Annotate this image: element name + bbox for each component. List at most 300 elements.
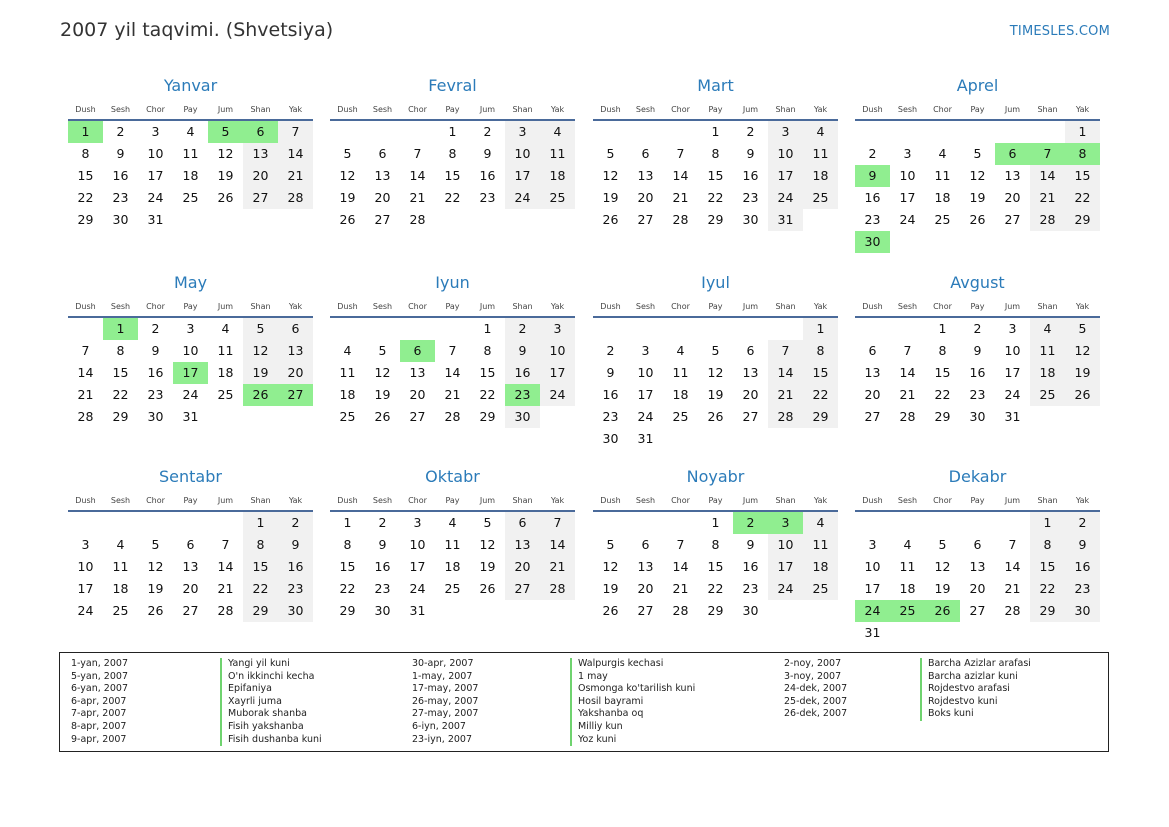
weekday-header xyxy=(330,101,575,121)
weekday-label: Chor xyxy=(933,302,952,311)
day-cell: 1 xyxy=(938,321,947,336)
day-cell: 4 xyxy=(540,121,575,143)
holiday-date: 3-noy, 2007 xyxy=(784,670,842,682)
month-title: Yanvar xyxy=(163,76,218,95)
empty-cell xyxy=(855,121,890,143)
day-cell: 10 xyxy=(768,534,803,556)
day-cell: 4 xyxy=(1030,318,1065,340)
weekday-label: Sesh xyxy=(372,105,393,114)
weekday-label: Chor xyxy=(671,105,690,114)
empty-cell xyxy=(663,121,698,143)
holiday-date: 6-iyn, 2007 xyxy=(412,720,466,732)
weekday-label: Pay xyxy=(445,105,460,114)
weekday-label: Pay xyxy=(970,496,985,505)
day-cell: 6 xyxy=(973,537,982,552)
holiday-name: Milliy kun xyxy=(570,721,695,734)
day-cell: 3 xyxy=(868,537,877,552)
weekday-label: Dush xyxy=(862,105,883,114)
day-cell: 4 xyxy=(186,124,195,139)
day-cell: 8 xyxy=(448,146,457,161)
day-cell: 26 xyxy=(1065,384,1100,406)
day-cell: 13 xyxy=(864,365,881,380)
weekday-label: Shan xyxy=(512,496,533,505)
holiday-day-cell: 23 xyxy=(505,384,540,406)
day-cell: 7 xyxy=(540,512,575,534)
month-avgust xyxy=(855,269,1100,428)
day-cell: 15 xyxy=(444,168,461,183)
holiday-name: Yoz kuni xyxy=(570,734,695,747)
holiday-name: Rojdestvo arafasi xyxy=(920,683,1031,696)
day-cell: 12 xyxy=(479,537,496,552)
day-cell: 28 xyxy=(278,187,313,209)
day-cell: 20 xyxy=(243,165,278,187)
empty-cell xyxy=(960,512,995,534)
day-cell: 27 xyxy=(637,603,654,618)
day-cell: 14 xyxy=(444,365,461,380)
weekday-header xyxy=(855,298,1100,318)
day-cell: 2 xyxy=(151,321,160,336)
day-cell: 7 xyxy=(413,146,422,161)
weekday-header xyxy=(593,492,838,512)
day-cell: 3 xyxy=(186,321,195,336)
weekday-label: Sesh xyxy=(635,105,656,114)
weekday-label: Chor xyxy=(671,302,690,311)
month-title: Mart xyxy=(697,76,734,95)
day-grid xyxy=(855,318,1100,428)
day-cell: 11 xyxy=(803,143,838,165)
month-title: Dekabr xyxy=(948,467,1007,486)
weekday-label: Pay xyxy=(708,302,723,311)
day-cell: 21 xyxy=(1004,581,1021,596)
day-cell: 17 xyxy=(864,581,881,596)
day-cell: 21 xyxy=(899,387,916,402)
day-cell: 23 xyxy=(742,190,759,205)
day-cell: 30 xyxy=(147,409,164,424)
day-cell: 8 xyxy=(243,534,278,556)
weekday-label: Yak xyxy=(1075,105,1090,114)
day-cell: 18 xyxy=(182,168,199,183)
day-cell: 8 xyxy=(1030,534,1065,556)
weekday-label: Sesh xyxy=(110,302,131,311)
day-cell: 28 xyxy=(409,212,426,227)
day-cell: 6 xyxy=(641,537,650,552)
day-cell: 27 xyxy=(374,212,391,227)
day-cell: 13 xyxy=(969,559,986,574)
weekday-header xyxy=(593,298,838,318)
day-cell: 19 xyxy=(243,362,278,384)
day-cell: 26 xyxy=(479,581,496,596)
day-cell: 22 xyxy=(934,387,951,402)
weekday-label: Shan xyxy=(775,105,796,114)
day-cell: 7 xyxy=(221,537,230,552)
weekday-label: Pay xyxy=(445,496,460,505)
day-cell: 31 xyxy=(864,625,881,640)
holiday-date: 5-yan, 2007 xyxy=(71,670,128,682)
holiday-day-cell: 6 xyxy=(995,143,1030,165)
weekday-label: Sesh xyxy=(897,496,918,505)
holiday-date: 1-yan, 2007 xyxy=(71,658,128,669)
day-cell: 12 xyxy=(602,559,619,574)
day-cell: 22 xyxy=(707,581,724,596)
day-cell: 29 xyxy=(339,603,356,618)
day-cell: 5 xyxy=(711,343,720,358)
weekday-label: Yak xyxy=(288,302,303,311)
day-grid xyxy=(330,512,575,622)
day-cell: 11 xyxy=(1030,340,1065,362)
day-cell: 24 xyxy=(1004,387,1021,402)
weekday-label: Shan xyxy=(250,105,271,114)
weekday-label: Pay xyxy=(708,496,723,505)
day-cell: 8 xyxy=(343,537,352,552)
day-cell: 2 xyxy=(116,124,125,139)
day-cell: 11 xyxy=(899,559,916,574)
day-cell: 27 xyxy=(864,409,881,424)
empty-cell xyxy=(890,121,925,143)
day-cell: 1 xyxy=(803,318,838,340)
weekday-label: Jum xyxy=(479,302,496,311)
weekday-label: Chor xyxy=(146,496,165,505)
holiday-day-cell: 24 xyxy=(855,600,890,622)
weekday-label: Dush xyxy=(337,496,358,505)
weekday-label: Chor xyxy=(146,105,165,114)
day-cell: 25 xyxy=(444,581,461,596)
day-cell: 16 xyxy=(112,168,129,183)
day-cell: 25 xyxy=(803,578,838,600)
day-cell: 1 xyxy=(448,124,457,139)
day-cell: 14 xyxy=(1030,165,1065,187)
holiday-dates-column xyxy=(71,658,128,746)
month-iyun xyxy=(330,269,575,428)
day-cell: 19 xyxy=(374,387,391,402)
weekday-label: Sesh xyxy=(897,105,918,114)
day-cell: 9 xyxy=(505,340,540,362)
day-cell: 20 xyxy=(374,190,391,205)
holiday-date: 6-apr, 2007 xyxy=(71,695,127,707)
day-cell: 13 xyxy=(182,559,199,574)
day-cell: 7 xyxy=(768,340,803,362)
weekday-label: Chor xyxy=(408,496,427,505)
day-cell: 2 xyxy=(746,124,755,139)
day-cell: 3 xyxy=(81,537,90,552)
day-cell: 23 xyxy=(278,578,313,600)
empty-cell xyxy=(593,121,628,143)
day-cell: 11 xyxy=(444,537,461,552)
holiday-date: 25-dek, 2007 xyxy=(784,695,848,707)
day-cell: 10 xyxy=(540,340,575,362)
day-cell: 25 xyxy=(672,409,689,424)
day-cell: 27 xyxy=(742,409,759,424)
weekday-label: Shan xyxy=(775,302,796,311)
day-cell: 14 xyxy=(672,559,689,574)
empty-cell xyxy=(593,318,628,340)
weekday-label: Dush xyxy=(862,496,883,505)
day-cell: 5 xyxy=(243,318,278,340)
weekday-label: Jum xyxy=(479,496,496,505)
empty-cell xyxy=(628,318,663,340)
day-cell: 7 xyxy=(81,343,90,358)
holiday-date: 26-dek, 2007 xyxy=(784,708,848,720)
day-cell: 21 xyxy=(672,190,689,205)
holiday-name: Boks kuni xyxy=(920,708,1031,721)
day-cell: 18 xyxy=(1030,362,1065,384)
day-cell: 24 xyxy=(182,387,199,402)
day-cell: 2 xyxy=(1065,512,1100,534)
holiday-day-cell: 26 xyxy=(925,600,960,622)
day-cell: 18 xyxy=(217,365,234,380)
holiday-name: Osmonga ko'tarilish kuni xyxy=(570,683,695,696)
day-cell: 9 xyxy=(1065,534,1100,556)
day-cell: 20 xyxy=(637,581,654,596)
day-cell: 12 xyxy=(217,146,234,161)
day-cell: 6 xyxy=(746,343,755,358)
day-cell: 15 xyxy=(707,559,724,574)
day-cell: 25 xyxy=(182,190,199,205)
holiday-date: 1-may, 2007 xyxy=(412,670,473,682)
weekday-label: Yak xyxy=(550,105,565,114)
day-cell: 19 xyxy=(602,190,619,205)
day-cell: 29 xyxy=(112,409,129,424)
empty-cell xyxy=(103,512,138,534)
site-link[interactable]: TIMESLES.COM xyxy=(1009,24,1110,39)
day-cell: 8 xyxy=(711,537,720,552)
weekday-label: Shan xyxy=(1037,302,1058,311)
day-cell: 6 xyxy=(868,343,877,358)
holiday-name: Fisih yakshanba xyxy=(220,721,322,734)
weekday-label: Pay xyxy=(970,302,985,311)
empty-cell xyxy=(593,512,628,534)
day-cell: 16 xyxy=(742,559,759,574)
weekday-label: Pay xyxy=(970,105,985,114)
day-cell: 31 xyxy=(409,603,426,618)
holiday-list xyxy=(59,652,1109,752)
day-cell: 18 xyxy=(934,190,951,205)
holiday-name: Barcha Azizlar arafasi xyxy=(920,658,1031,671)
day-cell: 20 xyxy=(637,190,654,205)
empty-cell xyxy=(960,121,995,143)
day-cell: 9 xyxy=(973,343,982,358)
day-cell: 20 xyxy=(278,362,313,384)
day-cell: 29 xyxy=(1065,209,1100,231)
weekday-label: Shan xyxy=(1037,105,1058,114)
empty-cell xyxy=(365,121,400,143)
day-cell: 7 xyxy=(448,343,457,358)
day-cell: 22 xyxy=(112,387,129,402)
day-cell: 17 xyxy=(768,556,803,578)
weekday-label: Chor xyxy=(933,496,952,505)
day-cell: 23 xyxy=(742,581,759,596)
day-cell: 9 xyxy=(746,537,755,552)
day-cell: 2 xyxy=(505,318,540,340)
holiday-name: Muborak shanba xyxy=(220,708,322,721)
day-cell: 24 xyxy=(637,409,654,424)
day-cell: 23 xyxy=(1065,578,1100,600)
empty-cell xyxy=(628,121,663,143)
day-cell: 5 xyxy=(973,146,982,161)
holiday-date: 6-yan, 2007 xyxy=(71,683,128,695)
day-cell: 18 xyxy=(803,556,838,578)
day-cell: 15 xyxy=(339,559,356,574)
day-cell: 30 xyxy=(742,603,759,618)
day-cell: 30 xyxy=(505,406,540,428)
day-cell: 25 xyxy=(217,387,234,402)
day-grid xyxy=(593,512,838,622)
day-grid xyxy=(855,121,1100,253)
empty-cell xyxy=(330,318,365,340)
month-sentabr xyxy=(68,463,313,622)
weekday-label: Jum xyxy=(1004,302,1021,311)
day-cell: 13 xyxy=(742,365,759,380)
holiday-day-cell: 1 xyxy=(103,318,138,340)
day-cell: 27 xyxy=(409,409,426,424)
day-cell: 15 xyxy=(112,365,129,380)
day-cell: 26 xyxy=(969,212,986,227)
day-cell: 9 xyxy=(746,146,755,161)
month-title: Noyabr xyxy=(686,467,745,486)
weekday-label: Shan xyxy=(250,302,271,311)
day-cell: 23 xyxy=(864,212,881,227)
day-cell: 27 xyxy=(182,603,199,618)
weekday-label: Dush xyxy=(75,496,96,505)
holiday-name: 1 may xyxy=(570,671,695,684)
day-cell: 23 xyxy=(374,581,391,596)
month-title: Aprel xyxy=(956,76,999,95)
day-cell: 22 xyxy=(707,190,724,205)
weekday-label: Dush xyxy=(337,302,358,311)
day-cell: 22 xyxy=(803,384,838,406)
day-cell: 15 xyxy=(934,365,951,380)
day-cell: 16 xyxy=(969,365,986,380)
day-cell: 27 xyxy=(1004,212,1021,227)
holiday-date: 9-apr, 2007 xyxy=(71,733,127,745)
month-mart xyxy=(593,72,838,231)
day-cell: 29 xyxy=(707,603,724,618)
month-oktabr xyxy=(330,463,575,622)
day-cell: 15 xyxy=(803,362,838,384)
day-cell: 11 xyxy=(339,365,356,380)
day-cell: 20 xyxy=(742,387,759,402)
day-cell: 2 xyxy=(483,124,492,139)
day-cell: 27 xyxy=(969,603,986,618)
holiday-date: 26-may, 2007 xyxy=(412,695,479,707)
day-cell: 10 xyxy=(864,559,881,574)
day-cell: 24 xyxy=(768,578,803,600)
day-cell: 19 xyxy=(1065,362,1100,384)
day-cell: 6 xyxy=(186,537,195,552)
day-cell: 9 xyxy=(378,537,387,552)
holiday-day-cell: 2 xyxy=(733,512,768,534)
day-cell: 5 xyxy=(343,146,352,161)
day-cell: 29 xyxy=(707,212,724,227)
day-cell: 3 xyxy=(768,121,803,143)
day-cell: 15 xyxy=(77,168,94,183)
weekday-label: Sesh xyxy=(372,496,393,505)
day-cell: 12 xyxy=(969,168,986,183)
month-noyabr xyxy=(593,463,838,622)
day-cell: 22 xyxy=(339,581,356,596)
day-cell: 14 xyxy=(899,365,916,380)
holiday-name: Barcha azizlar kuni xyxy=(920,671,1031,684)
day-cell: 26 xyxy=(602,603,619,618)
month-title: Fevral xyxy=(428,76,477,95)
day-cell: 4 xyxy=(803,121,838,143)
day-cell: 4 xyxy=(448,515,457,530)
weekday-label: Pay xyxy=(708,105,723,114)
day-cell: 1 xyxy=(711,124,720,139)
day-cell: 16 xyxy=(374,559,391,574)
weekday-header xyxy=(68,492,313,512)
weekday-label: Chor xyxy=(408,105,427,114)
day-cell: 19 xyxy=(934,581,951,596)
day-cell: 12 xyxy=(339,168,356,183)
day-cell: 7 xyxy=(676,537,685,552)
day-cell: 31 xyxy=(182,409,199,424)
holiday-day-cell: 25 xyxy=(890,600,925,622)
holiday-name: Rojdestvo kuni xyxy=(920,696,1031,709)
day-cell: 3 xyxy=(641,343,650,358)
day-cell: 6 xyxy=(505,512,540,534)
holiday-date: 23-iyn, 2007 xyxy=(412,733,473,745)
weekday-header xyxy=(330,298,575,318)
empty-cell xyxy=(663,318,698,340)
day-cell: 29 xyxy=(243,600,278,622)
weekday-header xyxy=(855,101,1100,121)
holiday-names-column xyxy=(220,658,322,746)
day-cell: 25 xyxy=(803,187,838,209)
day-cell: 31 xyxy=(147,212,164,227)
day-cell: 19 xyxy=(147,581,164,596)
day-cell: 21 xyxy=(768,384,803,406)
day-cell: 1 xyxy=(1030,512,1065,534)
day-cell: 30 xyxy=(112,212,129,227)
day-cell: 28 xyxy=(672,603,689,618)
day-grid xyxy=(68,121,313,231)
weekday-label: Yak xyxy=(813,496,828,505)
day-cell: 26 xyxy=(217,190,234,205)
day-cell: 13 xyxy=(243,143,278,165)
holiday-name: Fisih dushanba kuni xyxy=(220,734,322,747)
weekday-header xyxy=(855,492,1100,512)
day-cell: 13 xyxy=(637,168,654,183)
empty-cell xyxy=(68,318,103,340)
holiday-name: Xayrli juma xyxy=(220,696,322,709)
day-cell: 25 xyxy=(112,603,129,618)
day-cell: 1 xyxy=(483,321,492,336)
day-cell: 10 xyxy=(409,537,426,552)
day-cell: 29 xyxy=(934,409,951,424)
day-cell: 28 xyxy=(768,406,803,428)
day-cell: 21 xyxy=(409,190,426,205)
holiday-day-cell: 3 xyxy=(768,512,803,534)
day-cell: 30 xyxy=(969,409,986,424)
day-cell: 19 xyxy=(969,190,986,205)
holiday-day-cell: 6 xyxy=(243,121,278,143)
day-cell: 15 xyxy=(1065,165,1100,187)
holiday-day-cell: 30 xyxy=(855,231,890,253)
day-cell: 15 xyxy=(243,556,278,578)
day-cell: 19 xyxy=(602,581,619,596)
weekday-label: Yak xyxy=(1075,496,1090,505)
empty-cell xyxy=(330,121,365,143)
empty-cell xyxy=(208,512,243,534)
month-fevral xyxy=(330,72,575,231)
weekday-label: Sesh xyxy=(110,496,131,505)
day-cell: 16 xyxy=(1065,556,1100,578)
empty-cell xyxy=(400,318,435,340)
weekday-label: Jum xyxy=(742,105,759,114)
day-cell: 18 xyxy=(444,559,461,574)
day-cell: 17 xyxy=(147,168,164,183)
day-grid xyxy=(330,121,575,231)
